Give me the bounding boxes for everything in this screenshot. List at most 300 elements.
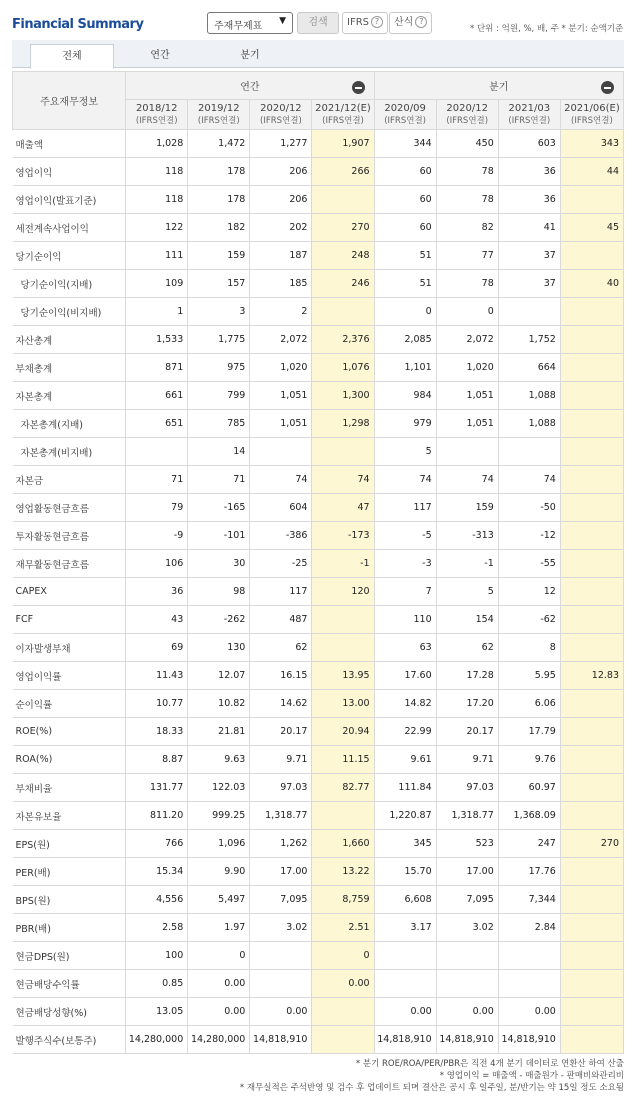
table-cell xyxy=(560,942,623,970)
table-cell: 7 xyxy=(374,578,436,606)
table-cell: 82.77 xyxy=(312,774,374,802)
table-cell: 15.34 xyxy=(126,858,188,886)
table-cell xyxy=(560,578,623,606)
table-cell: 17.00 xyxy=(436,858,498,886)
table-cell: 8.87 xyxy=(126,746,188,774)
row-label: 발행주식수(보통주) xyxy=(13,1026,126,1054)
page-title xyxy=(12,17,143,32)
table-cell: 8 xyxy=(498,634,560,662)
table-row xyxy=(13,326,624,354)
annual-group-label: 연간 xyxy=(240,82,260,93)
table-cell: -3 xyxy=(374,550,436,578)
table-cell: 14.82 xyxy=(374,690,436,718)
row-label: 당기순이익(지배) xyxy=(13,270,126,298)
table-row xyxy=(13,214,624,242)
table-cell: 604 xyxy=(250,494,312,522)
table-cell: 979 xyxy=(374,410,436,438)
table-cell: 2,072 xyxy=(250,326,312,354)
table-cell: 10.82 xyxy=(188,690,250,718)
table-cell xyxy=(560,858,623,886)
tab-all[interactable]: 전체 xyxy=(30,44,114,69)
annual-group-header xyxy=(126,72,374,100)
table-cell: 154 xyxy=(436,606,498,634)
table-cell: 344 xyxy=(374,130,436,158)
table-cell: 159 xyxy=(188,242,250,270)
table-cell: 74 xyxy=(498,466,560,494)
table-cell xyxy=(560,410,623,438)
footnote: * 영업이익 = 매출액 - 매출원가 - 판매비와관리비 xyxy=(439,1071,624,1081)
financial-summary-table xyxy=(12,71,624,1054)
table-cell: 62 xyxy=(250,634,312,662)
table-cell: -1 xyxy=(436,550,498,578)
row-label: 자본총계(비지배) xyxy=(13,438,126,466)
row-label: 현금DPS(원) xyxy=(13,942,126,970)
main-header: 주요재무정보 xyxy=(13,72,126,130)
table-cell: 766 xyxy=(126,830,188,858)
row-label: 당기순이익(비지배) xyxy=(13,298,126,326)
table-cell: 11.15 xyxy=(312,746,374,774)
table-row xyxy=(13,662,624,690)
table-cell xyxy=(560,914,623,942)
table-cell: 74 xyxy=(436,466,498,494)
table-cell: 345 xyxy=(374,830,436,858)
row-label: ROE(%) xyxy=(13,718,126,746)
table-cell: 82 xyxy=(436,214,498,242)
table-cell: 1,775 xyxy=(188,326,250,354)
table-cell: -165 xyxy=(188,494,250,522)
table-cell: 131.77 xyxy=(126,774,188,802)
table-cell: 266 xyxy=(312,158,374,186)
table-cell: 44 xyxy=(560,158,623,186)
table-cell: 5,497 xyxy=(188,886,250,914)
row-label: 투자활동현금흐름 xyxy=(13,522,126,550)
table-cell: 13.05 xyxy=(126,998,188,1026)
table-cell xyxy=(312,606,374,634)
table-row xyxy=(13,550,624,578)
table-cell: 47 xyxy=(312,494,374,522)
formula-button[interactable] xyxy=(389,12,432,34)
table-cell: -9 xyxy=(126,522,188,550)
collapse-annual-icon[interactable] xyxy=(352,81,365,94)
table-row xyxy=(13,718,624,746)
table-cell xyxy=(250,970,312,998)
page-title-part1: Financial xyxy=(12,17,74,32)
table-cell: 109 xyxy=(126,270,188,298)
table-cell: 18.33 xyxy=(126,718,188,746)
table-cell: 74 xyxy=(374,466,436,494)
table-row xyxy=(13,746,624,774)
table-cell xyxy=(560,242,623,270)
table-cell: -62 xyxy=(498,606,560,634)
table-cell: -262 xyxy=(188,606,250,634)
row-label: BPS(원) xyxy=(13,886,126,914)
period-header xyxy=(374,100,436,130)
table-cell: 343 xyxy=(560,130,623,158)
table-cell: 487 xyxy=(250,606,312,634)
table-cell: 785 xyxy=(188,410,250,438)
table-cell: 60 xyxy=(374,186,436,214)
table-cell: 1,472 xyxy=(188,130,250,158)
table-cell: 100 xyxy=(126,942,188,970)
toolbar xyxy=(0,8,636,40)
table-cell: 2.51 xyxy=(312,914,374,942)
table-cell xyxy=(560,466,623,494)
period-label: 2021/06(E) xyxy=(564,102,620,114)
table-cell: 78 xyxy=(436,158,498,186)
table-cell: 182 xyxy=(188,214,250,242)
table-cell: 450 xyxy=(436,130,498,158)
table-cell: 79 xyxy=(126,494,188,522)
table-cell: 7,344 xyxy=(498,886,560,914)
table-row xyxy=(13,438,624,466)
search-button[interactable]: 검색 xyxy=(297,12,339,34)
table-cell: 36 xyxy=(498,158,560,186)
table-cell xyxy=(560,690,623,718)
table-cell: 7,095 xyxy=(250,886,312,914)
table-cell: 1,088 xyxy=(498,382,560,410)
table-row xyxy=(13,494,624,522)
table-cell xyxy=(560,718,623,746)
row-label: 영업활동현금흐름 xyxy=(13,494,126,522)
table-cell: 43 xyxy=(126,606,188,634)
period-header xyxy=(436,100,498,130)
table-cell: -55 xyxy=(498,550,560,578)
table-cell: 1,262 xyxy=(250,830,312,858)
table-cell: 78 xyxy=(436,270,498,298)
table-cell: 523 xyxy=(436,830,498,858)
table-cell: 0.00 xyxy=(374,998,436,1026)
quarter-group-label: 분기 xyxy=(489,82,509,93)
period-basis: (IFRS연결) xyxy=(571,115,613,126)
period-label: 2020/12 xyxy=(260,102,302,114)
table-cell: 0.85 xyxy=(126,970,188,998)
table-cell: 41 xyxy=(498,214,560,242)
table-cell: 157 xyxy=(188,270,250,298)
table-row xyxy=(13,466,624,494)
table-cell: 1,051 xyxy=(250,410,312,438)
table-cell: 1,752 xyxy=(498,326,560,354)
row-label: FCF xyxy=(13,606,126,634)
table-cell: 248 xyxy=(312,242,374,270)
table-cell: 1,368.09 xyxy=(498,802,560,830)
table-cell xyxy=(560,298,623,326)
table-cell: 14.62 xyxy=(250,690,312,718)
table-cell: 5 xyxy=(436,578,498,606)
table-cell: 0.00 xyxy=(498,998,560,1026)
table-cell: 14,280,000 xyxy=(126,1026,188,1054)
table-cell: 1,101 xyxy=(374,354,436,382)
table-cell: 97.03 xyxy=(436,774,498,802)
table-cell: 13.22 xyxy=(312,858,374,886)
table-cell: 14,818,910 xyxy=(250,1026,312,1054)
table-row xyxy=(13,774,624,802)
period-basis: (IFRS연결) xyxy=(260,115,302,126)
table-cell xyxy=(498,942,560,970)
table-row xyxy=(13,522,624,550)
table-cell: 12.83 xyxy=(560,662,623,690)
table-cell: 0.00 xyxy=(188,970,250,998)
collapse-quarter-icon[interactable] xyxy=(601,81,614,94)
table-cell: 1,028 xyxy=(126,130,188,158)
period-header xyxy=(498,100,560,130)
table-cell xyxy=(312,634,374,662)
table-cell: 6,608 xyxy=(374,886,436,914)
tab-annual[interactable]: 연간 xyxy=(150,50,170,61)
table-cell: 6.06 xyxy=(498,690,560,718)
table-cell: 1,660 xyxy=(312,830,374,858)
table-cell: 178 xyxy=(188,158,250,186)
table-cell: 37 xyxy=(498,270,560,298)
page-title-part2: Summary xyxy=(77,17,144,32)
table-row xyxy=(13,130,624,158)
table-cell: 5 xyxy=(374,438,436,466)
table-cell: 3.02 xyxy=(250,914,312,942)
footnote: * 분기 ROE/ROA/PER/PBR은 직전 4개 분기 데이터로 연환산 하여 산출 xyxy=(355,1059,624,1069)
table-cell: 1,076 xyxy=(312,354,374,382)
table-cell: 130 xyxy=(188,634,250,662)
row-label: 세전계속사업이익 xyxy=(13,214,126,242)
table-cell: 69 xyxy=(126,634,188,662)
table-cell: 0 xyxy=(312,942,374,970)
table-cell: 17.60 xyxy=(374,662,436,690)
table-cell: 10.77 xyxy=(126,690,188,718)
row-label: 현금배당수익률 xyxy=(13,970,126,998)
table-cell: -313 xyxy=(436,522,498,550)
table-cell: 1,051 xyxy=(436,410,498,438)
table-cell: 62 xyxy=(436,634,498,662)
table-cell: 270 xyxy=(312,214,374,242)
table-row xyxy=(13,942,624,970)
table-cell: 117 xyxy=(250,578,312,606)
table-cell: 799 xyxy=(188,382,250,410)
table-cell xyxy=(560,774,623,802)
table-cell: 118 xyxy=(126,186,188,214)
table-cell xyxy=(560,998,623,1026)
table-cell: 40 xyxy=(560,270,623,298)
table-cell: 1,277 xyxy=(250,130,312,158)
tab-quarter[interactable]: 분기 xyxy=(240,50,260,61)
period-basis: (IFRS연결) xyxy=(322,115,364,126)
table-cell: 63 xyxy=(374,634,436,662)
table-cell: 246 xyxy=(312,270,374,298)
row-label: ROA(%) xyxy=(13,746,126,774)
table-row xyxy=(13,158,624,186)
table-cell: 14,818,910 xyxy=(498,1026,560,1054)
table-cell: 1,300 xyxy=(312,382,374,410)
table-cell: 9.71 xyxy=(250,746,312,774)
table-cell: -12 xyxy=(498,522,560,550)
table-cell: 661 xyxy=(126,382,188,410)
statement-type-value: 주재무제표 xyxy=(214,21,263,32)
table-cell xyxy=(560,354,623,382)
table-cell xyxy=(250,942,312,970)
row-label: 자본유보율 xyxy=(13,802,126,830)
table-cell: 0 xyxy=(188,942,250,970)
table-cell: 1,088 xyxy=(498,410,560,438)
table-cell xyxy=(126,438,188,466)
row-label: EPS(원) xyxy=(13,830,126,858)
period-basis: (IFRS연결) xyxy=(384,115,426,126)
table-cell: 122 xyxy=(126,214,188,242)
ifrs-label: IFRS xyxy=(347,17,369,28)
table-cell: 9.76 xyxy=(498,746,560,774)
table-cell: 187 xyxy=(250,242,312,270)
period-header xyxy=(126,100,188,130)
table-cell: 17.20 xyxy=(436,690,498,718)
table-cell: 185 xyxy=(250,270,312,298)
table-cell: 0.00 xyxy=(312,970,374,998)
formula-label: 산식 xyxy=(394,17,414,28)
table-cell: 16.15 xyxy=(250,662,312,690)
table-cell: 13.95 xyxy=(312,662,374,690)
row-label: PBR(배) xyxy=(13,914,126,942)
row-label: 자본총계 xyxy=(13,382,126,410)
table-cell: 71 xyxy=(126,466,188,494)
table-cell: 17.79 xyxy=(498,718,560,746)
table-cell xyxy=(560,802,623,830)
unit-note: * 단위 : 억원, %, 배, 주 * 분기: 순액기준 xyxy=(470,24,624,34)
period-basis: (IFRS연결) xyxy=(446,115,489,126)
table-cell: 0 xyxy=(436,298,498,326)
table-cell: 12.07 xyxy=(188,662,250,690)
table-cell: 37 xyxy=(498,242,560,270)
table-cell xyxy=(312,998,374,1026)
period-label: 2018/12 xyxy=(135,102,178,114)
table-cell: 984 xyxy=(374,382,436,410)
table-cell: 206 xyxy=(250,158,312,186)
table-cell xyxy=(436,438,498,466)
table-cell: 15.70 xyxy=(374,858,436,886)
table-row xyxy=(13,578,624,606)
row-label: 매출액 xyxy=(13,130,126,158)
table-cell: 17.00 xyxy=(250,858,312,886)
table-cell: 98 xyxy=(188,578,250,606)
table-cell: 14 xyxy=(188,438,250,466)
table-cell xyxy=(374,970,436,998)
period-header xyxy=(312,100,374,130)
table-cell: 36 xyxy=(126,578,188,606)
period-header xyxy=(560,100,623,130)
table-row xyxy=(13,970,624,998)
table-cell: 975 xyxy=(188,354,250,382)
table-cell: 7,095 xyxy=(436,886,498,914)
table-cell: 122.03 xyxy=(188,774,250,802)
table-cell xyxy=(498,438,560,466)
table-cell: 71 xyxy=(188,466,250,494)
table-cell: 0.00 xyxy=(188,998,250,1026)
quarter-group-header xyxy=(374,72,623,100)
table-cell: 603 xyxy=(498,130,560,158)
table-cell: 30 xyxy=(188,550,250,578)
table-cell: 9.90 xyxy=(188,858,250,886)
table-cell: -173 xyxy=(312,522,374,550)
statement-type-select[interactable] xyxy=(207,12,293,34)
table-cell xyxy=(498,298,560,326)
table-cell xyxy=(560,746,623,774)
table-cell: 9.61 xyxy=(374,746,436,774)
table-cell: 78 xyxy=(436,186,498,214)
row-label: 이자발생부채 xyxy=(13,634,126,662)
table-cell: 12 xyxy=(498,578,560,606)
period-basis: (IFRS연결) xyxy=(135,115,178,126)
table-row xyxy=(13,242,624,270)
help-icon: ? xyxy=(371,16,383,28)
table-row xyxy=(13,354,624,382)
table-cell: -25 xyxy=(250,550,312,578)
table-cell: 999.25 xyxy=(188,802,250,830)
row-label: 재무활동현금흐름 xyxy=(13,550,126,578)
row-label: 영업이익 xyxy=(13,158,126,186)
ifrs-button[interactable] xyxy=(342,12,388,34)
table-cell: 2.84 xyxy=(498,914,560,942)
table-cell: 1,907 xyxy=(312,130,374,158)
table-cell: 97.03 xyxy=(250,774,312,802)
table-cell: 651 xyxy=(126,410,188,438)
table-cell: 1,298 xyxy=(312,410,374,438)
table-cell xyxy=(560,634,623,662)
row-label: 영업이익(발표기준) xyxy=(13,186,126,214)
period-basis: (IFRS연결) xyxy=(197,115,240,126)
table-row xyxy=(13,858,624,886)
table-row xyxy=(13,1026,624,1054)
table-row xyxy=(13,690,624,718)
table-cell: 60 xyxy=(374,214,436,242)
table-cell xyxy=(436,942,498,970)
row-label: 당기순이익 xyxy=(13,242,126,270)
table-cell: 3 xyxy=(188,298,250,326)
table-cell: 2 xyxy=(250,298,312,326)
period-label: 2020/09 xyxy=(384,102,426,114)
table-cell: 20.17 xyxy=(250,718,312,746)
table-cell: 14,818,910 xyxy=(374,1026,436,1054)
table-cell: 117 xyxy=(374,494,436,522)
table-cell: 811.20 xyxy=(126,802,188,830)
table-cell: 14,280,000 xyxy=(188,1026,250,1054)
table-cell: -50 xyxy=(498,494,560,522)
table-cell: 14,818,910 xyxy=(436,1026,498,1054)
table-cell: 120 xyxy=(312,578,374,606)
table-row xyxy=(13,914,624,942)
table-cell xyxy=(560,886,623,914)
period-tabs xyxy=(12,40,624,68)
table-cell: 74 xyxy=(312,466,374,494)
table-cell: 206 xyxy=(250,186,312,214)
table-cell xyxy=(560,186,623,214)
table-cell: -386 xyxy=(250,522,312,550)
table-cell: 178 xyxy=(188,186,250,214)
period-label: 2019/12 xyxy=(198,102,240,114)
table-cell: 60 xyxy=(374,158,436,186)
table-cell: 0.00 xyxy=(250,998,312,1026)
table-cell: 2,085 xyxy=(374,326,436,354)
table-cell: 664 xyxy=(498,354,560,382)
table-row xyxy=(13,410,624,438)
table-cell: 77 xyxy=(436,242,498,270)
table-cell: 4,556 xyxy=(126,886,188,914)
period-label: 2020/12 xyxy=(446,102,488,114)
table-cell xyxy=(560,970,623,998)
table-cell xyxy=(312,186,374,214)
table-cell: 118 xyxy=(126,158,188,186)
table-cell: 2,376 xyxy=(312,326,374,354)
table-row xyxy=(13,382,624,410)
table-cell xyxy=(498,970,560,998)
row-label: 자본금 xyxy=(13,466,126,494)
table-row xyxy=(13,270,624,298)
table-cell: -101 xyxy=(188,522,250,550)
table-cell: 1,318.77 xyxy=(436,802,498,830)
table-cell: 0 xyxy=(374,298,436,326)
